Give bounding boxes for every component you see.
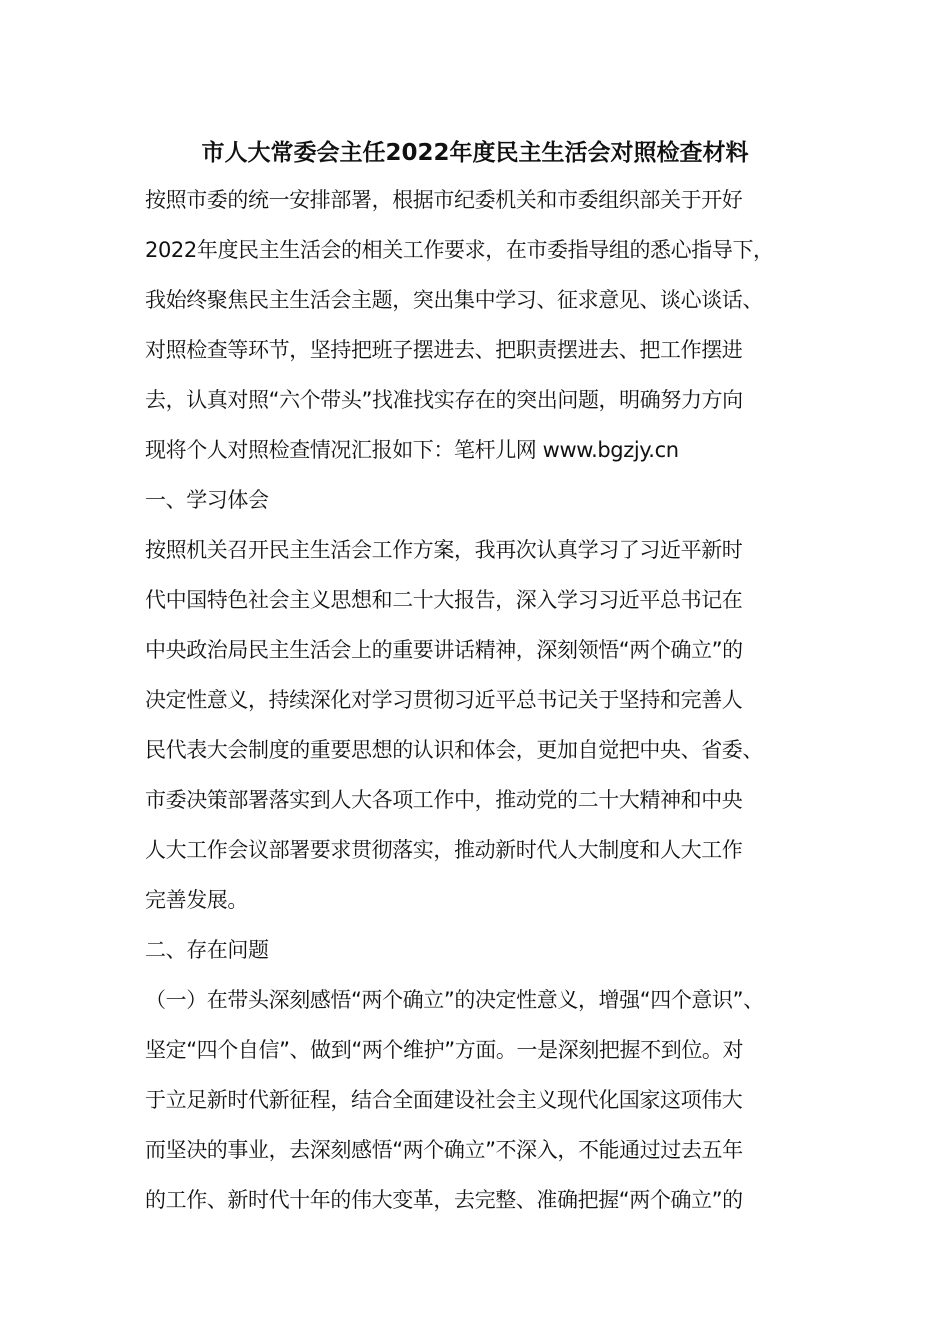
paragraph-study-line-3: 中央政治局民主生活会上的重要讲话精神，深刻领悟“两个确立”的 xyxy=(145,638,743,662)
paragraph-study-line-2: 代中国特色社会主义思想和二十大报告，深入学习习近平总书记在 xyxy=(145,588,743,612)
paragraph-intro-line-2: 2022年度民主生活会的相关工作要求，在市委指导组的悉心指导下， xyxy=(145,238,774,262)
paragraph-problems-line-2: 坚定“四个自信”、做到“两个维护”方面。一是深刻把握不到位。对 xyxy=(145,1038,744,1062)
paragraph-study-line-8: 完善发展。 xyxy=(145,888,248,912)
section-heading-problems: 二、存在问题 xyxy=(145,938,269,962)
paragraph-problems-line-5: 的工作、新时代十年的伟大变革，去完整、准确把握“两个确立”的 xyxy=(145,1188,743,1212)
paragraph-intro-line-5: 去，认真对照“六个带头”找准找实存在的突出问题，明确努力方向 xyxy=(145,388,743,412)
paragraph-problems-line-1: （一）在带头深刻感悟“两个确立”的决定性意义，增强“四个意识”、 xyxy=(145,988,764,1012)
paragraph-problems-line-4: 而坚决的事业，去深刻感悟“两个确立”不深入，不能通过过去五年 xyxy=(145,1138,743,1162)
document-body xyxy=(145,183,845,1233)
paragraph-study-line-1: 按照机关召开民主生活会工作方案，我再次认真学习了习近平新时 xyxy=(145,538,743,562)
paragraph-intro-line-1: 按照市委的统一安排部署，根据市纪委机关和市委组织部关于开好 xyxy=(145,188,743,212)
paragraph-intro-line-6: 现将个人对照检查情况汇报如下：笔杆儿网 www.bgzjy.cn xyxy=(145,438,679,462)
document-title: 市人大常委会主任2022年度民主生活会对照检查材料 xyxy=(201,140,749,166)
paragraph-intro-line-4: 对照检查等环节，坚持把班子摆进去、把职责摆进去、把工作摆进 xyxy=(145,338,743,362)
paragraph-study-line-6: 市委决策部署落实到人大各项工作中，推动党的二十大精神和中央 xyxy=(145,788,743,812)
paragraph-intro-line-3: 我始终聚焦民主生活会主题，突出集中学习、征求意见、谈心谈话、 xyxy=(145,288,763,312)
paragraph-study-line-7: 人大工作会议部署要求贯彻落实，推动新时代人大制度和人大工作 xyxy=(145,838,743,862)
paragraph-problems-line-3: 于立足新时代新征程，结合全面建设社会主义现代化国家这项伟大 xyxy=(145,1088,743,1112)
paragraph-study-line-5: 民代表大会制度的重要思想的认识和体会，更加自觉把中央、省委、 xyxy=(145,738,763,762)
section-heading-study: 一、学习体会 xyxy=(145,488,269,512)
paragraph-study-line-4: 决定性意义，持续深化对学习贯彻习近平总书记关于坚持和完善人 xyxy=(145,688,743,712)
